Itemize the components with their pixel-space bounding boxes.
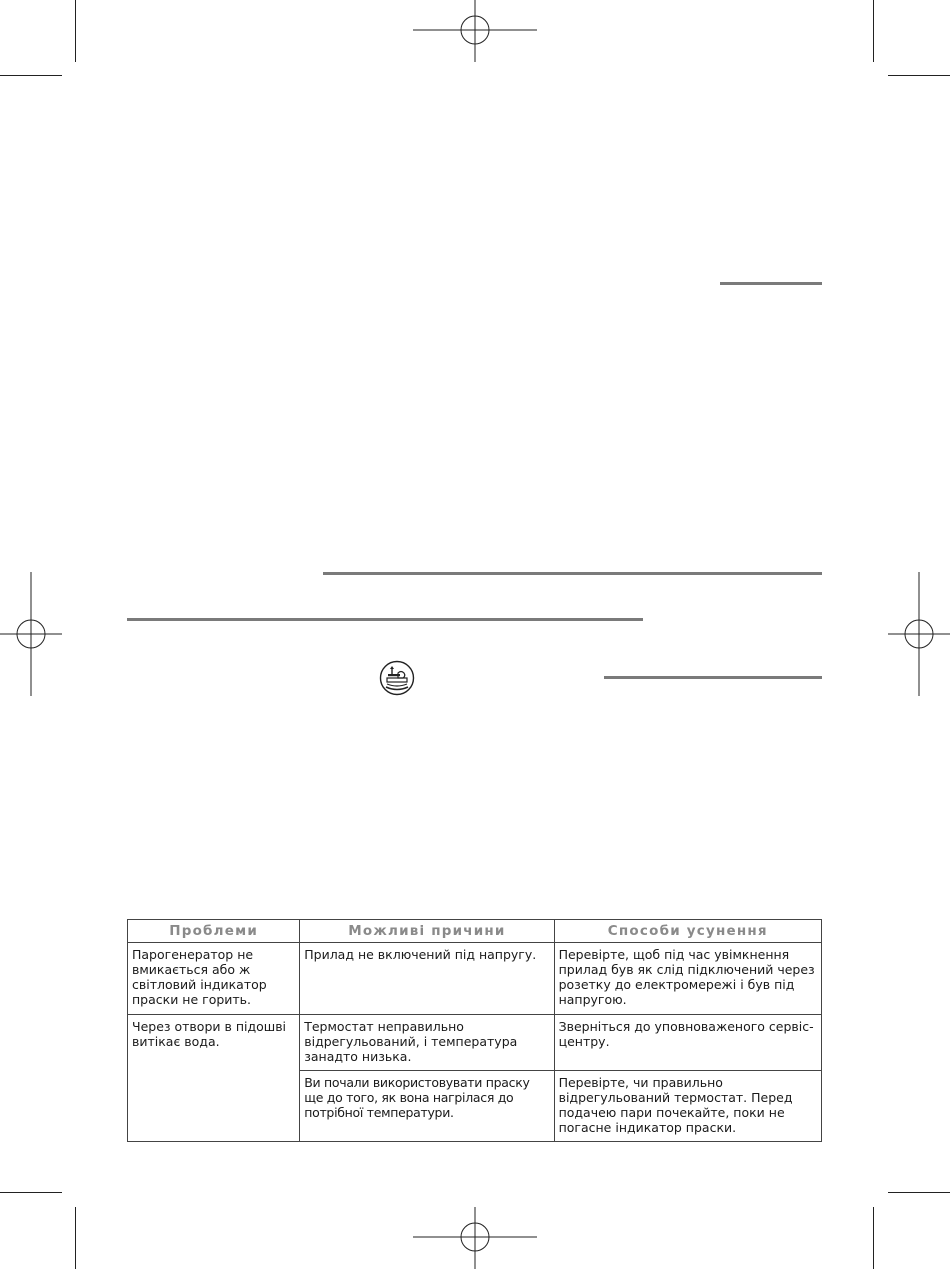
- header-problems: Проблеми: [128, 920, 300, 943]
- cause-cell: Ви почали використовувати праску ще до того, як вона нагрілася до потрібної температури.: [300, 1071, 554, 1142]
- problem-cell: Через отвори в підошві витікає вода.: [128, 1015, 300, 1142]
- header-causes: Можливі причини: [300, 920, 554, 943]
- section-rule-1: [720, 282, 822, 285]
- section-rule-4: [604, 676, 822, 679]
- crop-mark-top-left-horizontal: [0, 75, 62, 76]
- section-rule-3: [127, 618, 643, 621]
- crop-mark-top-right-vertical: [873, 0, 874, 62]
- crop-mark-top-left-vertical: [75, 0, 76, 62]
- table-header-row: [128, 920, 822, 943]
- solution-cell: Перевірте, чи правильно відрегульований термостат. Перед подачею пари почекайте, поки не погасне індикатор праски.: [554, 1071, 821, 1142]
- crop-mark-top-right-horizontal: [888, 75, 950, 76]
- registration-mark-top: [413, 0, 537, 62]
- crop-mark-bottom-right-vertical: [873, 1207, 874, 1269]
- cause-cell: Прилад не включений під напругу.: [300, 943, 554, 1015]
- section-rule-2: [323, 572, 822, 575]
- table-row: [128, 1015, 822, 1071]
- crop-mark-bottom-left-vertical: [75, 1207, 76, 1269]
- troubleshooting-table: [127, 919, 822, 1142]
- crop-mark-bottom-left-horizontal: [0, 1192, 62, 1193]
- solution-cell: Перевірте, щоб під час увімкнення прилад був як слід підключений через розетку до електромережі і був під напругою.: [554, 943, 821, 1015]
- registration-mark-bottom: [413, 1207, 537, 1269]
- cause-cell: Термостат неправильно відрегульований, і температура занадто низька.: [300, 1015, 554, 1071]
- problem-cell: Парогенератор не вмикається або ж світловий індикатор праски не горить.: [128, 943, 300, 1015]
- registration-mark-left: [0, 572, 62, 696]
- table-row: [128, 943, 822, 1015]
- registration-mark-right: [888, 572, 950, 696]
- header-solutions: Способи усунення: [554, 920, 821, 943]
- crop-mark-bottom-right-horizontal: [888, 1192, 950, 1193]
- descale-warning-icon: [378, 660, 416, 696]
- solution-cell: Зверніться до уповноваженого сервіс-центру.: [554, 1015, 821, 1071]
